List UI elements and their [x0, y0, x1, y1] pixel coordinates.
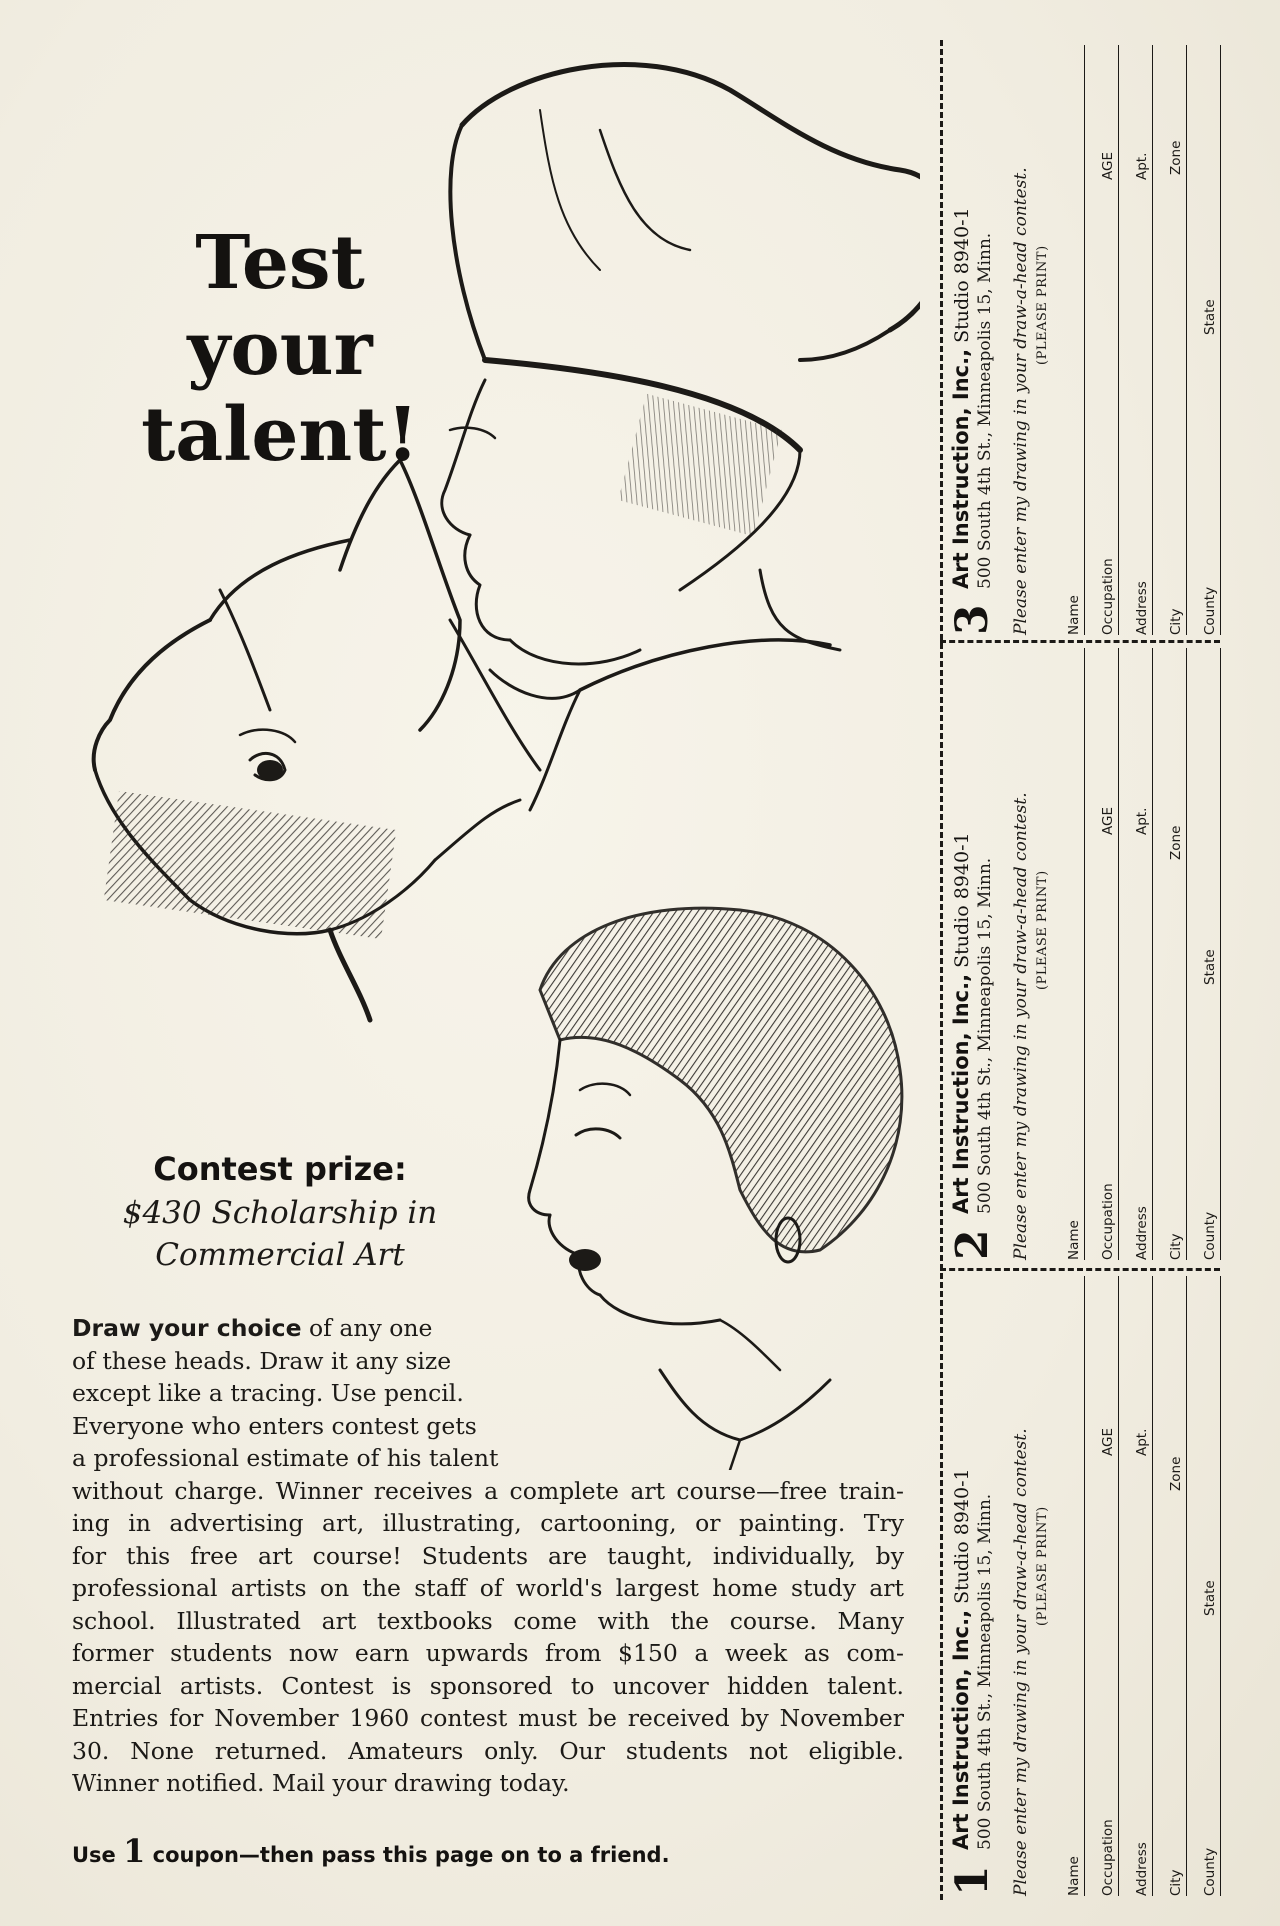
- age-label: AGE: [1100, 1428, 1116, 1456]
- pass-along-note: [72, 1832, 832, 1870]
- studio-number: Studio 8940-1: [951, 207, 973, 349]
- contest-prize: [80, 1150, 480, 1276]
- coupon-2[interactable]: [945, 648, 1235, 1260]
- coupon-company: [949, 207, 973, 589]
- state-label: State: [1202, 299, 1218, 335]
- contest-description: [72, 1312, 904, 1800]
- body-line-14: Winner notified. Mail your drawing today.: [72, 1769, 570, 1797]
- coupon-company: [949, 1468, 973, 1850]
- zone-label: Zone: [1168, 140, 1184, 175]
- body-line-2: except like a tracing. Use pencil.: [72, 1379, 464, 1407]
- city-field[interactable]: [1159, 648, 1187, 1260]
- coupon-please-print: (PLEASE PRINT): [1035, 245, 1050, 365]
- address-label: Address: [1134, 581, 1150, 635]
- city-field[interactable]: [1159, 45, 1187, 635]
- name-field[interactable]: [1057, 45, 1085, 635]
- state-label: State: [1202, 949, 1218, 985]
- coupon-number: 3: [947, 604, 998, 635]
- age-label: AGE: [1100, 807, 1116, 835]
- coupon-number: 1: [947, 1865, 998, 1896]
- occupation-label: Occupation: [1100, 1819, 1116, 1896]
- occupation-field[interactable]: [1091, 648, 1119, 1260]
- headline-line-3: talent!: [141, 392, 419, 478]
- address-label: Address: [1134, 1842, 1150, 1896]
- body-line-13: 30. None returned. Amateurs only. Our students not eligible.: [72, 1736, 904, 1765]
- coupon-cut-line-vertical: [940, 40, 943, 1900]
- footer-post: coupon—then pass this page on to a friend.: [145, 1843, 670, 1867]
- occupation-field[interactable]: [1091, 45, 1119, 635]
- body-line-1: of these heads. Draw it any size: [72, 1346, 452, 1375]
- body-line-5: without charge. Winner receives a complete art course—free train-: [72, 1476, 904, 1505]
- body-lead-rest: of any one: [301, 1314, 433, 1342]
- coupon-cut-line-2: [940, 1268, 1220, 1271]
- body-line-12: Entries for November 1960 contest must be received by November: [72, 1704, 904, 1732]
- body-lead: Draw your choice: [72, 1314, 302, 1342]
- coupon-address: 500 South 4th St., Minneapolis 15, Minn.: [975, 1493, 995, 1850]
- address-field[interactable]: [1125, 45, 1153, 635]
- coupon-instructions: Please enter my drawing in your draw-a-head contest.: [1011, 1428, 1031, 1896]
- headline-line-1: Test: [195, 220, 365, 306]
- occupation-field[interactable]: [1091, 1276, 1119, 1896]
- body-line-0: [72, 1312, 904, 1345]
- studio-number: Studio 8940-1: [951, 832, 973, 974]
- coupon-instructions: Please enter my drawing in your draw-a-head contest.: [1011, 792, 1031, 1260]
- county-field[interactable]: [1193, 45, 1221, 635]
- county-field[interactable]: [1193, 1276, 1221, 1896]
- county-label: County: [1202, 1847, 1218, 1896]
- name-field[interactable]: [1057, 1276, 1085, 1896]
- name-label: Name: [1066, 595, 1082, 635]
- coupon-please-print: (PLEASE PRINT): [1035, 870, 1050, 990]
- coupon-cut-line-1: [940, 640, 1220, 643]
- apt-label: Apt.: [1134, 1428, 1150, 1456]
- body-line-8: professional artists on the staff of world's largest home study art: [72, 1574, 904, 1602]
- city-field[interactable]: [1159, 1276, 1187, 1896]
- name-label: Name: [1066, 1220, 1082, 1260]
- prize-line-1: $430 Scholarship in: [122, 1195, 438, 1231]
- body-line-4: a professional estimate of his talent: [72, 1444, 499, 1472]
- coupon-1[interactable]: [945, 1276, 1235, 1896]
- zone-label: Zone: [1168, 825, 1184, 860]
- name-field[interactable]: [1057, 648, 1085, 1260]
- headline: [110, 220, 450, 478]
- address-field[interactable]: [1125, 1276, 1153, 1896]
- city-label: City: [1168, 1869, 1184, 1896]
- company-name: Art Instruction, Inc.,: [949, 348, 973, 589]
- age-label: AGE: [1100, 152, 1116, 180]
- prize-title: Contest prize:: [153, 1150, 407, 1188]
- address-field[interactable]: [1125, 648, 1153, 1260]
- apt-label: Apt.: [1134, 807, 1150, 835]
- name-label: Name: [1066, 1856, 1082, 1896]
- zone-label: Zone: [1168, 1456, 1184, 1491]
- coupon-3[interactable]: [945, 45, 1235, 635]
- occupation-label: Occupation: [1100, 558, 1116, 635]
- body-line-6: ing in advertising art, illustrating, cartooning, or painting. Try: [72, 1509, 904, 1537]
- body-line-3: Everyone who enters contest gets: [72, 1411, 477, 1440]
- coupon-please-print: (PLEASE PRINT): [1035, 1506, 1050, 1626]
- city-label: City: [1168, 608, 1184, 635]
- coupon-company: [949, 832, 973, 1214]
- body-line-7: for this free art course! Students are taught, individually, by: [72, 1541, 904, 1570]
- coupon-address: 500 South 4th St., Minneapolis 15, Minn.: [975, 232, 995, 589]
- state-label: State: [1202, 1580, 1218, 1616]
- company-name: Art Instruction, Inc.,: [949, 1609, 973, 1850]
- county-field[interactable]: [1193, 648, 1221, 1260]
- studio-number: Studio 8940-1: [951, 1468, 973, 1610]
- county-label: County: [1202, 1211, 1218, 1260]
- company-name: Art Instruction, Inc.,: [949, 973, 973, 1214]
- prize-line-2: Commercial Art: [155, 1237, 405, 1273]
- coupon-number: 2: [947, 1229, 998, 1260]
- body-line-10: former students now earn upwards from $150 a week as com-: [72, 1639, 904, 1667]
- coupon-address: 500 South 4th St., Minneapolis 15, Minn.: [975, 857, 995, 1214]
- coupon-instructions: Please enter my drawing in your draw-a-head contest.: [1011, 167, 1031, 635]
- occupation-label: Occupation: [1100, 1183, 1116, 1260]
- body-line-9: school. Illustrated art textbooks come with the course. Many: [72, 1606, 904, 1635]
- county-label: County: [1202, 586, 1218, 635]
- headline-line-2: your: [187, 306, 373, 392]
- footer-pre: Use: [72, 1843, 124, 1867]
- footer-num: 1: [123, 1832, 146, 1870]
- city-label: City: [1168, 1233, 1184, 1260]
- body-line-11: mercial artists. Contest is sponsored to uncover hidden talent.: [72, 1671, 904, 1700]
- apt-label: Apt.: [1134, 152, 1150, 180]
- address-label: Address: [1134, 1206, 1150, 1260]
- dog-head-drawing: [94, 460, 540, 1020]
